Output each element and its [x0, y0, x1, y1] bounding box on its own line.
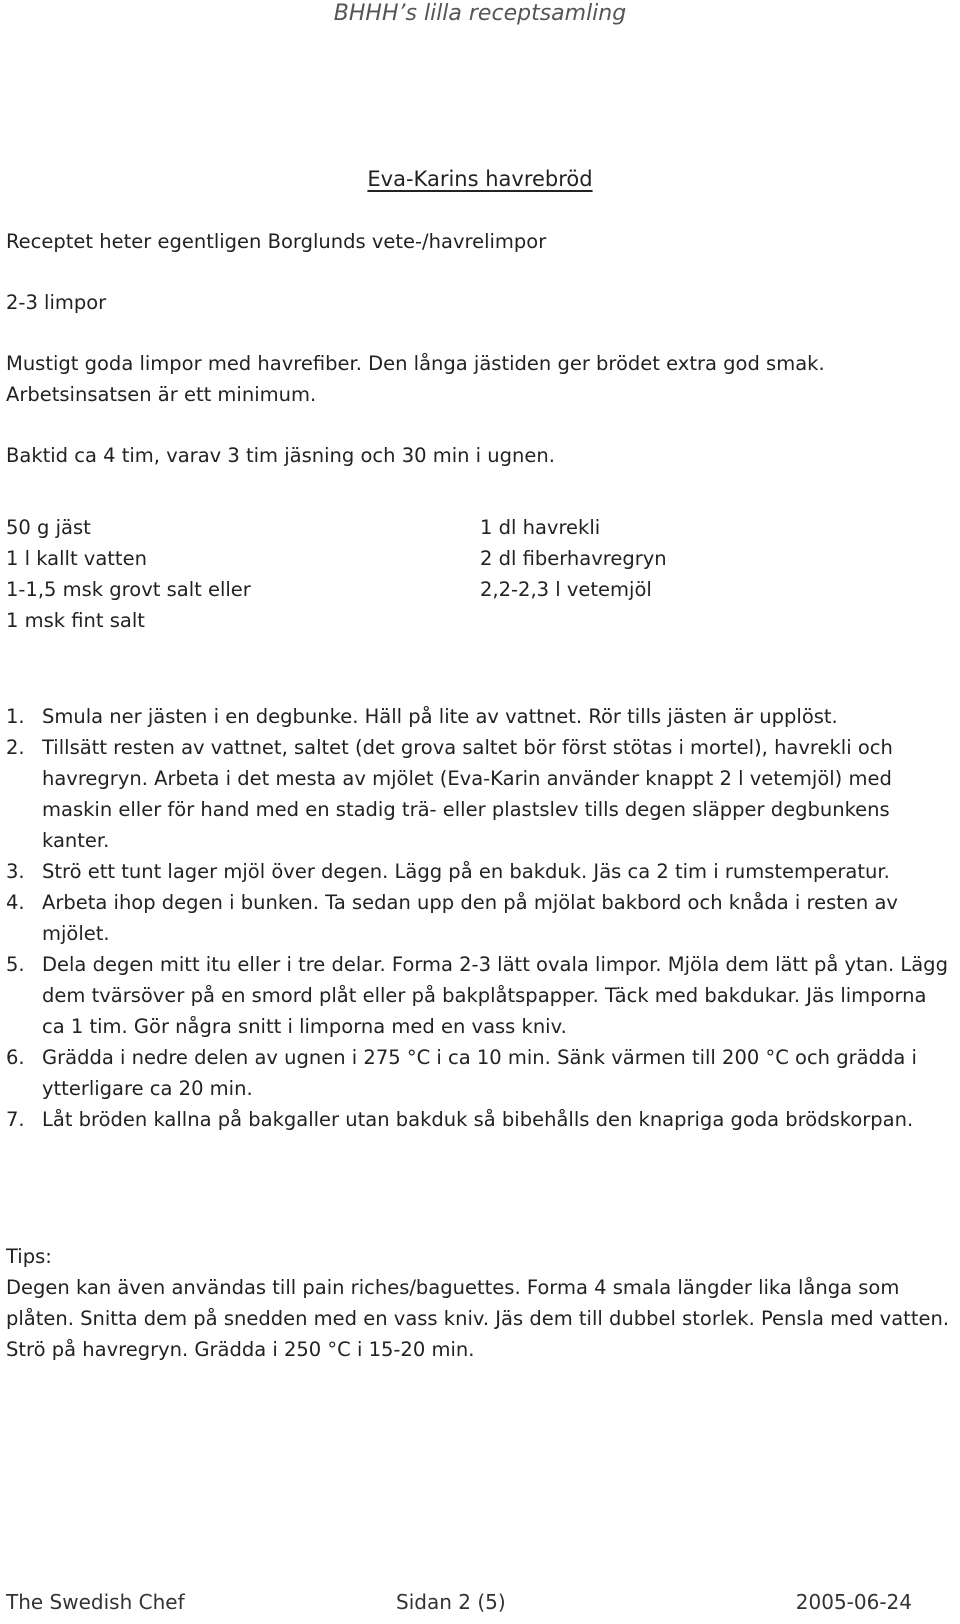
recipe-description-line1: Mustigt goda limpor med havrefiber. Den långa jästiden ger brödet extra god smak.: [6, 352, 825, 375]
ingredient-item: 50 g jäst: [6, 516, 91, 539]
footer-date: 2005-06-24: [795, 1590, 912, 1614]
step-number: 6.: [6, 1046, 25, 1069]
step-number: 3.: [6, 860, 25, 883]
ingredient-item: 2 dl fiberhavregryn: [480, 547, 667, 570]
tips-label: Tips:: [6, 1245, 52, 1268]
recipe-description-line2: Arbetsinsatsen är ett minimum.: [6, 383, 317, 406]
recipe-title: Eva-Karins havrebröd: [367, 167, 593, 191]
step-text: Arbeta ihop degen i bunken. Ta sedan upp den på mjölat bakbord och knåda i resten av mjölet.: [42, 891, 898, 945]
ingredient-item: 1-1,5 msk grovt salt eller: [6, 578, 251, 601]
page-header-title: BHHH’s lilla receptsamling: [333, 1, 627, 26]
footer-page-number: Sidan 2 (5): [396, 1590, 506, 1614]
step-item: [6, 949, 951, 1042]
step-item: [6, 732, 951, 856]
ingredients-right-column: [480, 512, 667, 605]
step-item: [6, 1042, 951, 1104]
step-text: Dela degen mitt itu eller i tre delar. Forma 2-3 lätt ovala limpor. Mjöla dem lätt på ytan. Lägg dem tvärsöver på en smord plåt eller på bakplåtspapper. Täck med bakdukar. Jäs limporna ca 1 tim. Gör några snitt i limporna med en vass kniv.: [42, 953, 948, 1038]
step-text: Låt bröden kallna på bakgaller utan bakduk så bibehålls den knapriga goda brödskorpan.: [42, 1108, 914, 1131]
step-item: [6, 887, 951, 949]
step-text: Tillsätt resten av vattnet, saltet (det grova saltet bör först stötas i mortel), havrekli och havregryn. Arbeta i det mesta av mjölet (Eva-Karin använder knappt 2 l vetemjöl) med maskin eller för hand med en stadig trä- eller plastslev tills degen släpper degbunkens kanter.: [42, 736, 893, 852]
step-number: 5.: [6, 953, 25, 976]
step-item: [6, 701, 951, 732]
ingredient-item: 1 dl havrekli: [480, 516, 601, 539]
ingredient-item: 1 msk fint salt: [6, 609, 145, 632]
step-text: Grädda i nedre delen av ugnen i 275 °C i ca 10 min. Sänk värmen till 200 °C och grädda i ytterligare ca 20 min.: [42, 1046, 917, 1100]
recipe-yield: 2-3 limpor: [6, 291, 107, 314]
step-number: 2.: [6, 736, 25, 759]
step-number: 4.: [6, 891, 25, 914]
instruction-steps: [6, 701, 951, 1135]
step-text: Smula ner jästen i en degbunke. Häll på lite av vattnet. Rör tills jästen är upplöst.: [42, 705, 838, 728]
recipe-subtitle: Receptet heter egentligen Borglunds vete-/havrelimpor: [6, 230, 547, 253]
ingredient-item: 1 l kallt vatten: [6, 547, 147, 570]
page-footer: [0, 1586, 960, 1618]
tips-text: Degen kan även användas till pain riches/baguettes. Forma 4 smala längder lika långa som plåten. Snitta dem på snedden med en vass kniv. Jäs dem till dubbel storlek. Pensla med vatten. Strö på havregryn. Grädda i 250 °C i 15-20 min.: [6, 1276, 950, 1361]
recipe-time: Baktid ca 4 tim, varav 3 tim jäsning och 30 min i ugnen.: [6, 444, 555, 467]
step-text: Strö ett tunt lager mjöl över degen. Lägg på en bakduk. Jäs ca 2 tim i rumstemperatur.: [42, 860, 890, 883]
step-number: 7.: [6, 1108, 25, 1131]
step-item: [6, 1104, 951, 1135]
ingredient-item: 2,2-2,3 l vetemjöl: [480, 578, 652, 601]
step-number: 1.: [6, 705, 25, 728]
footer-author: The Swedish Chef: [6, 1590, 185, 1614]
tips-section: [6, 1241, 951, 1365]
step-item: [6, 856, 951, 887]
ingredients-left-column: [6, 512, 251, 636]
